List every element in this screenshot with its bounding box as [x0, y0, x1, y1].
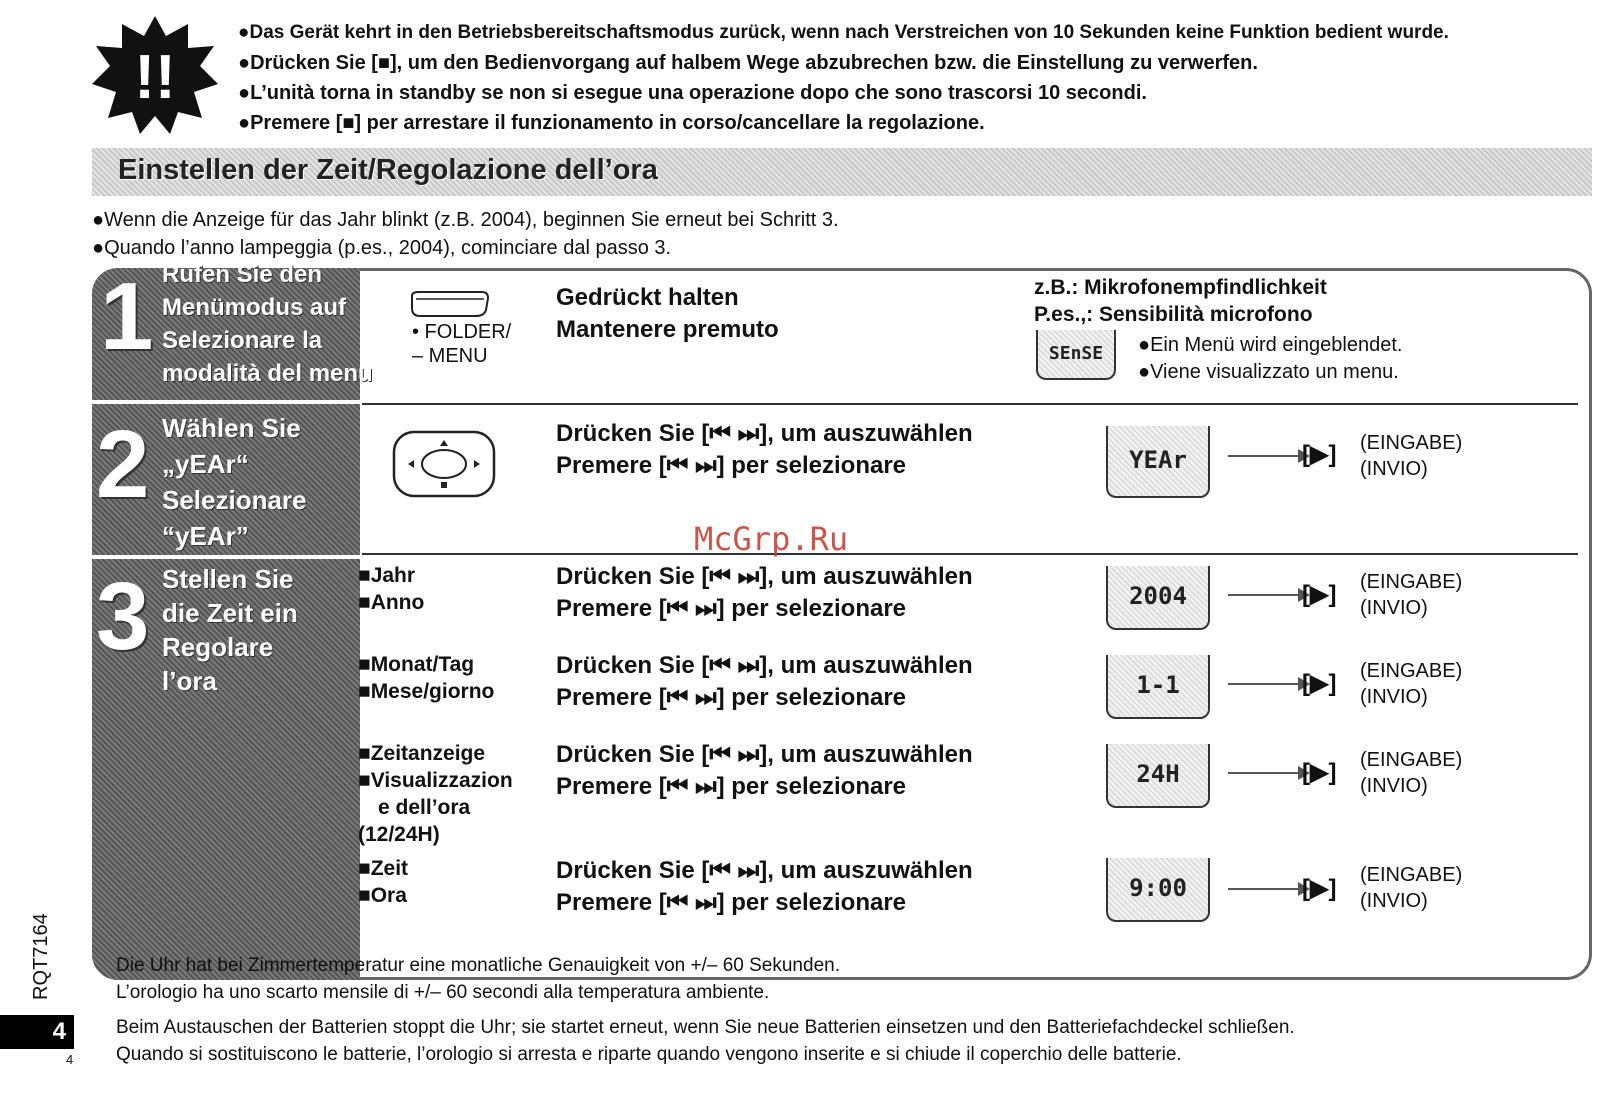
- lcd-display: SEnSE: [1036, 330, 1116, 380]
- example-it: P.es.,: Sensibilità microfono: [1034, 303, 1313, 326]
- instruction-it: Premere [⏮ ⏭] per selezionare: [556, 595, 907, 622]
- label-it: Ora: [370, 884, 407, 907]
- enter-label-de: (EINGABE): [1360, 432, 1463, 454]
- step-title-line: „yEAr“: [162, 449, 249, 479]
- step1-example: [1034, 274, 1327, 328]
- enter-label: [1360, 658, 1462, 710]
- step-title-line: Wählen Sie: [162, 413, 301, 443]
- note-line: ●Drücken Sie [■], um den Bedienvorgang auf halbem Wege abzubrechen bzw. die Einstellung zu verwerfen.: [238, 52, 1258, 74]
- note-line: ●Premere [■] per arrestare il funzionamento in corso/cancellare la regolazione.: [238, 112, 985, 134]
- watermark: McGrp.Ru: [694, 520, 849, 558]
- step-title-line: Selezionare la: [162, 327, 323, 354]
- navigation-pad-icon: [392, 430, 496, 503]
- enter-label: [1360, 569, 1462, 621]
- step-number: 3: [96, 563, 150, 670]
- instruction-de: Drücken Sie [⏮ ⏭], um auszuwählen: [556, 857, 973, 884]
- enter-label-it: (INVIO): [1360, 597, 1428, 619]
- instruction-it: Premere [⏮ ⏭] per selezionare: [556, 452, 907, 479]
- button-label: • FOLDER/: [412, 321, 512, 343]
- label-it: Anno: [370, 591, 425, 614]
- instruction-de: Drücken Sie [⏮ ⏭], um auszuwählen: [556, 563, 973, 590]
- footer-line: Quando si sostituiscono le batterie, l’orologio si arresta e riparte quando vengono inserite e si chiude il coperchio delle batterie.: [116, 1044, 1182, 1065]
- step-number: 2: [96, 411, 150, 518]
- page-number: 4: [0, 1015, 74, 1049]
- enter-label-it: (INVIO): [1360, 775, 1428, 797]
- step1-notes: [1138, 332, 1402, 386]
- enter-button: [▶]: [1302, 670, 1337, 697]
- row-instruction: [556, 561, 973, 625]
- row-instruction: [556, 739, 973, 803]
- intro-line: ●Wenn die Anzeige für das Jahr blinkt (z.B. 2004), beginnen Sie erneut bei Schritt 3.: [92, 209, 839, 231]
- step-title-line: die Zeit ein: [162, 598, 298, 628]
- arrow-right-icon: [1228, 455, 1306, 457]
- page-number-small: 4: [66, 1052, 74, 1067]
- section-banner: [92, 148, 1592, 196]
- lcd-display: 24H: [1106, 744, 1210, 808]
- lcd-display: 2004: [1106, 566, 1210, 630]
- enter-label-de: (EINGABE): [1360, 749, 1463, 771]
- footer-line: L’orologio ha uno scarto mensile di +/– 60 secondi alla temperatura ambiente.: [116, 982, 770, 1003]
- intro: [92, 206, 839, 262]
- step1-instruction: [556, 282, 779, 346]
- enter-button: [▶]: [1302, 759, 1337, 786]
- lcd-display: 9:00: [1106, 858, 1210, 922]
- button-label: – MENU: [412, 345, 488, 367]
- lcd-display: 1-1: [1106, 655, 1210, 719]
- enter-button: [▶]: [1302, 875, 1337, 902]
- instruction-it: Premere [⏮ ⏭] per selezionare: [556, 889, 907, 916]
- label-de: Monat/Tag: [370, 653, 475, 676]
- note-de: ●Ein Menü wird eingeblendet.: [1138, 334, 1403, 356]
- row-instruction: [556, 855, 973, 919]
- step-title: [162, 258, 373, 390]
- row-divider: [362, 553, 1578, 555]
- enter-button: [▶]: [1302, 581, 1337, 608]
- step-title-line: “yEAr”: [162, 521, 249, 551]
- step-divider: [92, 400, 360, 404]
- label-extra: (12/24H): [358, 823, 440, 846]
- row-label: [358, 855, 408, 909]
- instruction-it: Mantenere premuto: [556, 316, 779, 343]
- row-label: [358, 740, 513, 848]
- label-de: Zeitanzeige: [370, 742, 486, 765]
- instruction-de: Drücken Sie [⏮ ⏭], um auszuwählen: [556, 741, 973, 768]
- step-title-line: Rufen Sie den: [162, 261, 323, 288]
- arrow-right-icon: [1228, 772, 1306, 774]
- folder-menu-label: [412, 320, 511, 368]
- label-it: Mese/giorno: [370, 680, 495, 703]
- instruction-de: Drücken Sie [⏮ ⏭], um auszuwählen: [556, 420, 973, 447]
- note-it: ●Viene visualizzato un menu.: [1138, 361, 1399, 383]
- doc-code: RQT7164: [30, 913, 52, 1000]
- enter-label: [1360, 862, 1462, 914]
- enter-label-de: (EINGABE): [1360, 571, 1463, 593]
- enter-label: [1360, 430, 1462, 482]
- footer-accuracy: [116, 952, 840, 1006]
- step-title: [162, 410, 307, 554]
- step2-instruction: [556, 418, 973, 482]
- arrow-right-icon: [1228, 888, 1306, 890]
- instruction-it: Premere [⏮ ⏭] per selezionare: [556, 773, 907, 800]
- folder-menu-button-icon: [410, 290, 490, 323]
- row-instruction: [556, 650, 973, 714]
- step-title-line: Menümodus auf: [162, 294, 346, 321]
- section-title: Einstellen der Zeit/Regolazione dell’ora: [118, 154, 658, 186]
- instruction-it: Premere [⏮ ⏭] per selezionare: [556, 684, 907, 711]
- enter-label-it: (INVIO): [1360, 686, 1428, 708]
- enter-button: [▶]: [1302, 441, 1337, 468]
- step-number: 1: [100, 263, 154, 370]
- example-de: z.B.: Mikrofonempfindlichkeit: [1034, 276, 1327, 299]
- step-title-line: Selezionare: [162, 485, 307, 515]
- instruction-de: Gedrückt halten: [556, 284, 739, 311]
- enter-label-de: (EINGABE): [1360, 660, 1463, 682]
- footer-line: Die Uhr hat bei Zimmertemperatur eine monatliche Genauigkeit von +/– 60 Sekunden.: [116, 955, 840, 976]
- label-it-cont: e dell’ora: [378, 796, 471, 819]
- intro-line: ●Quando l’anno lampeggia (p.es., 2004), cominciare dal passo 3.: [92, 237, 672, 259]
- step-title-line: Regolare: [162, 632, 274, 662]
- warning-burst-icon: [90, 14, 220, 136]
- arrow-right-icon: [1228, 683, 1306, 685]
- label-de: Jahr: [370, 564, 416, 587]
- lcd-display: YEAr: [1106, 426, 1210, 498]
- row-divider: [362, 403, 1578, 405]
- step-title-line: l’ora: [162, 666, 217, 696]
- instruction-de: Drücken Sie [⏮ ⏭], um auszuwählen: [556, 652, 973, 679]
- enter-label-it: (INVIO): [1360, 458, 1428, 480]
- step-title-line: Stellen Sie: [162, 564, 294, 594]
- step-divider: [92, 555, 360, 559]
- footer-battery: [116, 1014, 1295, 1068]
- footer-line: Beim Austauschen der Batterien stoppt die Uhr; sie startet erneut, wenn Sie neue Batterien einsetzen und den Batteriefachdeckel schließen.: [116, 1017, 1295, 1038]
- row-label: [358, 562, 424, 616]
- notes: [238, 18, 1449, 138]
- note-line: ●L’unità torna in standby se non si esegue una operazione dopo che sono trascorsi 10 secondi.: [238, 82, 1147, 104]
- enter-label-de: (EINGABE): [1360, 864, 1463, 886]
- enter-label: [1360, 747, 1462, 799]
- enter-label-it: (INVIO): [1360, 890, 1428, 912]
- arrow-right-icon: [1228, 594, 1306, 596]
- step-title-line: modalità del menu: [162, 360, 373, 387]
- note-line: ●Das Gerät kehrt in den Betriebsbereitschaftsmodus zurück, wenn nach Verstreichen von 10 Sekunden keine Funktion bedient wurde.: [238, 22, 1449, 43]
- row-label: [358, 651, 494, 705]
- svg-text:!!: !!: [134, 43, 176, 112]
- label-it: Visualizzazion: [370, 769, 513, 792]
- step-title: [162, 562, 298, 698]
- label-de: Zeit: [370, 857, 409, 880]
